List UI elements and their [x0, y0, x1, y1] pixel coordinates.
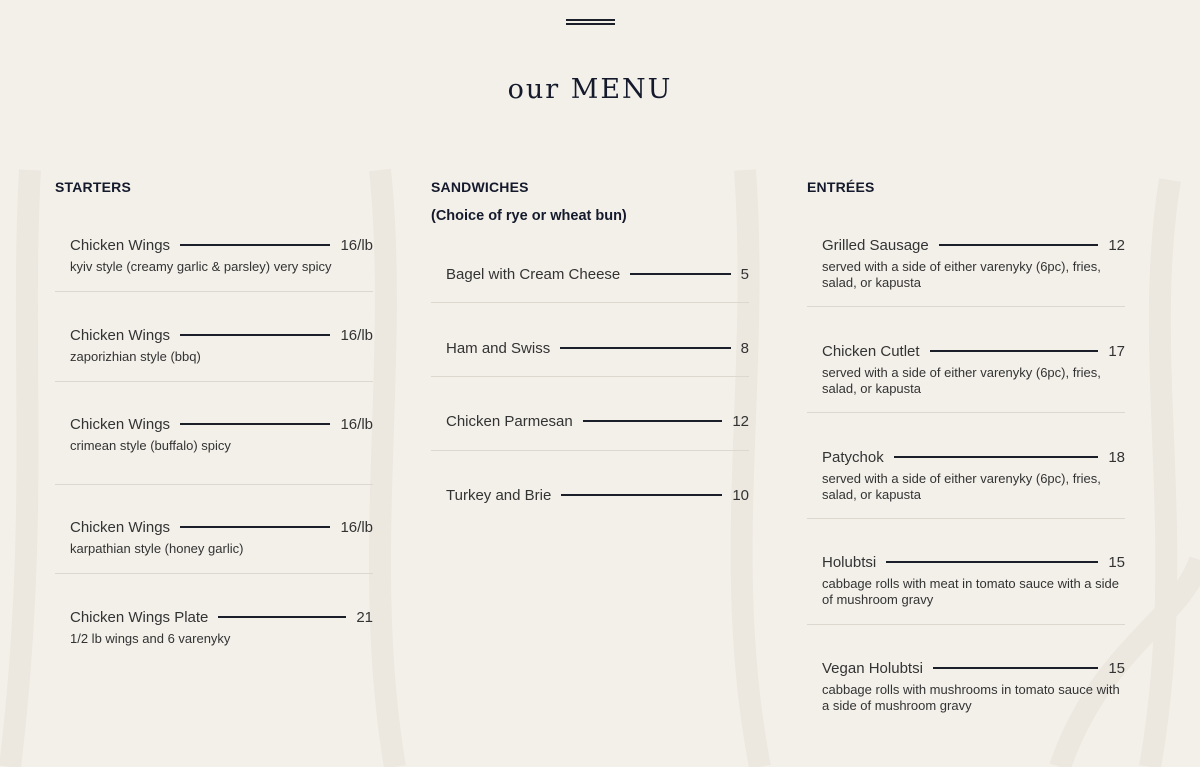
item-name: Patychok [822, 448, 884, 466]
menu-item [807, 447, 1125, 519]
item-name: Chicken Wings [70, 518, 171, 536]
price-leader-line [180, 423, 330, 425]
starters-section [55, 178, 373, 646]
menu-item [55, 607, 373, 664]
page-title: our MENU [507, 74, 673, 105]
item-price: 16/lb [340, 236, 373, 254]
item-name: Chicken Cutlet [822, 342, 920, 360]
price-leader-line [886, 561, 1098, 563]
item-description: cabbage rolls with mushrooms in tomato sauce with a side of mushroom gravy [822, 682, 1120, 713]
section-heading-starters: STARTERS [55, 179, 132, 195]
item-price: 8 [740, 339, 749, 357]
item-description: served with a side of either varenyky (6pc), fries, salad, or kapusta [822, 259, 1101, 290]
price-leader-line [561, 494, 722, 496]
item-name: Ham and Swiss [446, 339, 551, 357]
item-name: Vegan Holubtsi [822, 659, 923, 677]
price-leader-line [218, 616, 346, 618]
item-name: Turkey and Brie [446, 486, 552, 504]
menu-item [55, 235, 373, 292]
sandwiches-section [431, 178, 749, 504]
menu-item [431, 338, 749, 377]
section-subheading: (Choice of rye or wheat bun) [431, 208, 627, 224]
price-leader-line [180, 244, 330, 246]
price-leader-line [180, 526, 330, 528]
menu-item [807, 658, 1125, 718]
item-name: Grilled Sausage [822, 236, 929, 254]
menu-item [431, 264, 749, 303]
menu-item [55, 517, 373, 574]
item-name: Bagel with Cream Cheese [446, 265, 621, 283]
item-description: crimean style (buffalo) spicy [70, 438, 231, 453]
item-price: 10 [732, 486, 749, 504]
price-leader-line [894, 456, 1099, 458]
item-description: 1/2 lb wings and 6 varenyky [70, 631, 231, 646]
item-description: served with a side of either varenyky (6pc), fries, salad, or kapusta [822, 471, 1101, 502]
price-leader-line [180, 334, 330, 336]
item-name: Chicken Wings Plate [70, 608, 209, 626]
item-price: 5 [740, 265, 749, 283]
item-name: Holubtsi [822, 553, 877, 571]
section-heading-sandwiches: SANDWICHES [431, 179, 529, 195]
item-price: 16/lb [340, 326, 373, 344]
item-price: 12 [732, 412, 749, 430]
item-description: zaporizhian style (bbq) [70, 349, 201, 364]
entrees-section [807, 178, 1125, 713]
item-price: 17 [1108, 342, 1125, 360]
item-price: 16/lb [340, 415, 373, 433]
price-leader-line [630, 273, 730, 275]
item-description: served with a side of either varenyky (6pc), fries, salad, or kapusta [822, 365, 1101, 396]
item-description: cabbage rolls with meat in tomato sauce with a side of mushroom gravy [822, 576, 1119, 607]
menu-item [431, 485, 749, 525]
item-description: karpathian style (honey garlic) [70, 541, 244, 556]
item-name: Chicken Wings [70, 415, 171, 433]
item-name: Chicken Wings [70, 326, 171, 344]
menu-item [807, 341, 1125, 413]
price-leader-line [933, 667, 1098, 669]
menu-item [807, 235, 1125, 307]
menu-item [55, 325, 373, 382]
item-name: Chicken Parmesan [446, 412, 573, 430]
menu-item [431, 411, 749, 451]
item-price: 21 [356, 608, 373, 626]
section-heading-entrees: ENTRÉES [807, 179, 875, 195]
menu-item [55, 414, 373, 485]
item-name: Chicken Wings [70, 236, 171, 254]
menu-item [807, 552, 1125, 625]
price-leader-line [583, 420, 723, 422]
item-price: 18 [1108, 448, 1125, 466]
top-divider [566, 19, 615, 25]
item-price: 15 [1108, 659, 1125, 677]
item-price: 12 [1108, 236, 1125, 254]
price-leader-line [939, 244, 1099, 246]
price-leader-line [560, 347, 730, 349]
price-leader-line [930, 350, 1099, 352]
item-description: kyiv style (creamy garlic & parsley) very spicy [70, 259, 332, 274]
item-price: 16/lb [340, 518, 373, 536]
item-price: 15 [1108, 553, 1125, 571]
